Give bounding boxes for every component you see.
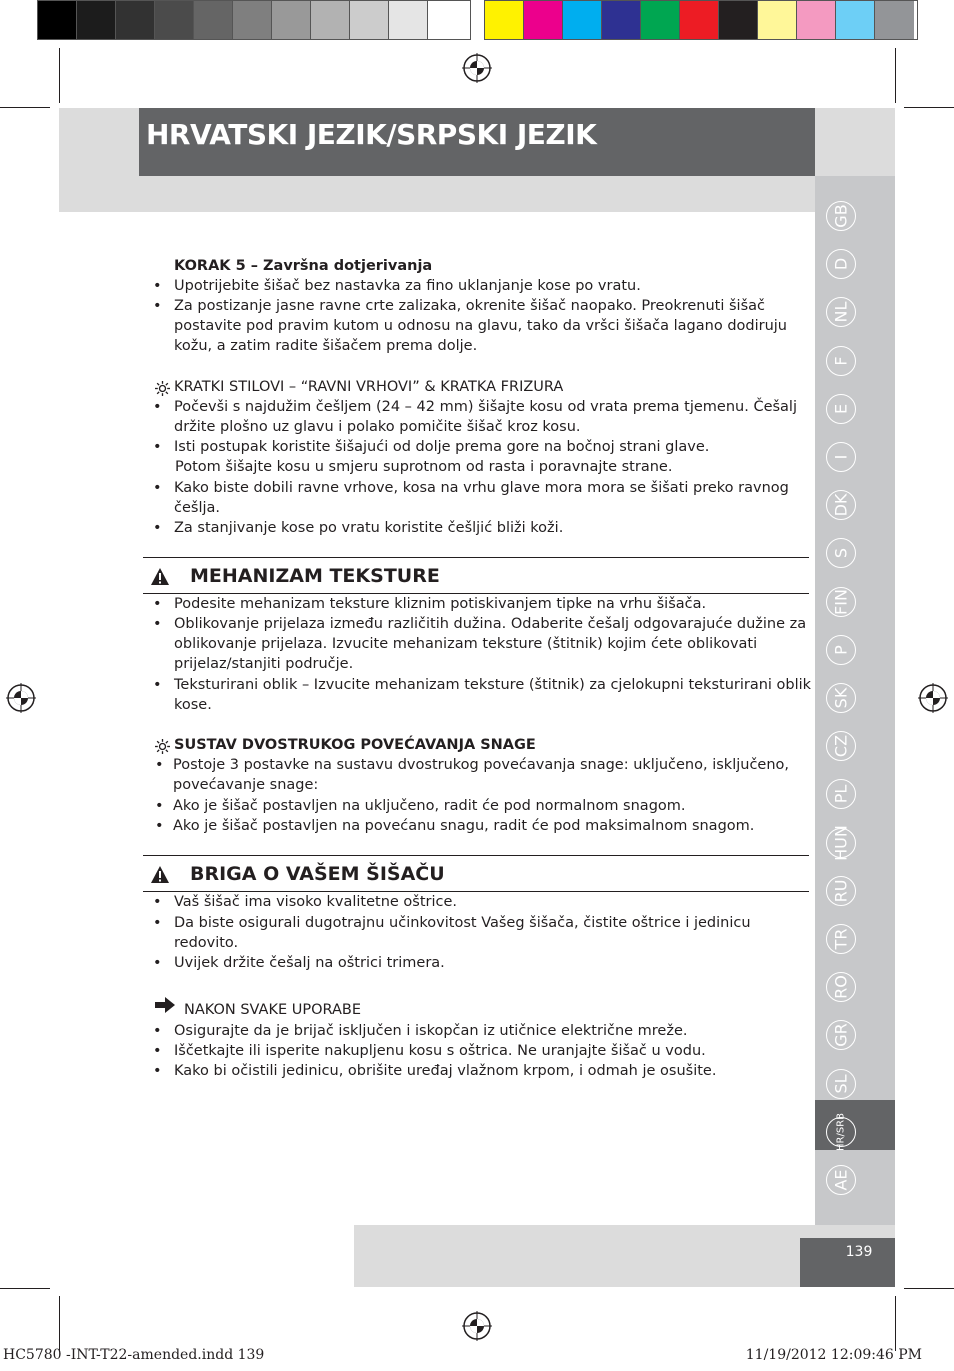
bullet: • [153,399,162,415]
crop-mark [904,1288,954,1289]
bullet: • [153,298,162,314]
color-swatch [389,1,428,39]
language-tab-label: GR [831,1023,851,1047]
texture-section-title: MEHANIZAM TEKSTURE [190,565,440,587]
color-swatch [116,1,155,39]
list-item: Za stanjivanje kose po vratu koristite češljić bliži koži. [174,520,564,536]
list-item: Za postizanje jasne ravne crte zalizaka, okrenite šišač naopako. Preokrenuti šišač [174,298,766,314]
language-tab-sk[interactable] [826,683,856,713]
section-divider [143,855,809,856]
list-item: češlja. [174,500,220,516]
language-tab-label: AE [831,1169,851,1191]
language-tab-s[interactable] [826,538,856,568]
page-number: 139 [845,1244,873,1260]
language-tab-label: RU [831,879,851,903]
color-swatch [77,1,116,39]
language-tab-hr-srb[interactable] [826,1113,856,1151]
list-item: redovito. [174,935,239,951]
language-tab-label: E [831,403,851,415]
language-tab-label: DK [831,493,851,517]
color-swatch [428,1,467,39]
sun-icon [155,739,170,754]
language-tab-label: S [831,547,851,559]
language-tab-label: RO [831,975,851,999]
bullet: • [153,1023,162,1039]
short-styles-heading: KRATKI STILOVI – “RAVNI VRHOVI” & KRATKA FRIZURA [174,379,564,395]
bullet: • [153,677,162,693]
color-swatch [524,1,563,39]
color-swatch [233,1,272,39]
language-tab-ro[interactable] [826,972,856,1002]
list-item: Osigurajte da je brijač isključen i iskopčan iz utičnice električne mreže. [174,1023,688,1039]
language-tab-gr[interactable] [826,1020,856,1050]
color-swatch [485,1,524,39]
bullet: • [153,278,162,294]
grayscale-color-bar [37,0,471,40]
registration-mark-icon [462,53,492,83]
color-swatch [680,1,719,39]
section-divider [143,557,809,558]
language-tab-p[interactable] [826,635,856,665]
color-swatch [797,1,836,39]
list-item: Isti postupak koristite šišajući od dolje prema gore na bočnoj strani glave. [174,439,710,455]
after-use-heading: NAKON SVAKE UPORABE [184,1002,362,1018]
list-item: prijelaz/stanjiti područje. [174,656,354,672]
list-item: Oblikovanje prijelaza između različitih dužina. Odaberite češalj odgovarajuće dužine za [174,616,807,632]
warning-icon [150,865,170,885]
list-item: Iščetkajte ili isperite nakupljenu kosu s oštrica. Ne uranjajte šišač u vodu. [174,1043,706,1059]
color-swatch [719,1,758,39]
bullet: • [153,520,162,536]
process-color-bar [484,0,918,40]
list-item: Da biste osigurali dugotrajnu učinkovitost Vašeg šišača, čistite oštrice i jedinicu [174,915,751,931]
color-swatch [350,1,389,39]
bullet: • [153,1043,162,1059]
language-tab-ru[interactable] [826,876,856,906]
arrow-right-icon [155,997,175,1013]
language-tab-nl[interactable] [826,297,856,327]
language-tab-label: HUN [831,825,851,861]
bullet: • [153,439,162,455]
list-item: Postoje 3 postavke na sustavu dvostrukog povećavanja snage: uključeno, isključeno, [173,757,790,773]
language-tab-sl[interactable] [826,1069,856,1099]
registration-mark-icon [918,683,948,713]
registration-mark-icon [6,683,36,713]
list-item: Teksturirani oblik – Izvucite mehanizam teksture (štitnik) za cjelokupni teksturirani oblik [174,677,812,693]
color-swatch [563,1,602,39]
color-swatch [602,1,641,39]
crop-mark [0,107,50,108]
warning-icon [150,567,170,587]
bullet: • [155,818,164,834]
language-tab-label: GB [831,204,851,228]
list-item: kose. [174,697,212,713]
list-item: oblikovanje prijelaza. Izvucite mehanizam teksture (štitnik) kojim ćete oblikovati [174,636,758,652]
language-tab-label: NL [831,301,851,323]
list-item: Kako biste dobili ravne vrhove, kosa na vrhu glave mora mora se šišati preko ravnog [174,480,789,496]
list-item: Upotrijebite šišač bez nastavka za fino uklanjanje kose po vratu. [174,278,641,294]
language-tab-label: FIN [831,589,851,615]
list-item: Uvijek držite češalj na oštrici trimera. [174,955,445,971]
color-swatch [272,1,311,39]
list-item: Potom šišajte kosu u smjeru suprotnom od rasta i poravnajte strane. [175,459,673,475]
language-tab-tr[interactable] [826,924,856,954]
bullet: • [153,915,162,931]
color-swatch [38,1,77,39]
sun-icon [155,381,170,396]
slug-filename: HC5780 -INT-T22-amended.indd 139 [3,1347,265,1363]
crop-mark [895,48,896,103]
language-tab-i[interactable] [826,442,856,472]
language-tab-ae[interactable] [826,1165,856,1195]
language-tab-f[interactable] [826,346,856,376]
crop-mark [59,48,60,103]
color-swatch [758,1,797,39]
bullet: • [153,1063,162,1079]
bullet: • [153,955,162,971]
language-tab-pl[interactable] [826,779,856,809]
color-swatch [875,1,914,39]
list-item: Kako bi očistili jedinicu, obrišite uređaj vlažnom krpom, i odmah je osušite. [174,1063,717,1079]
language-tab-d[interactable] [826,249,856,279]
language-tab-label: SL [831,1074,851,1094]
language-tab-label: TR [831,928,851,950]
care-section-title: BRIGA O VAŠEM ŠIŠAČU [190,863,445,885]
crop-mark [904,107,954,108]
language-tab-fin[interactable] [826,587,856,617]
crop-mark [895,1296,896,1351]
list-item: Vaš šišač ima visoko kvalitetne oštrice. [174,894,458,910]
bullet: • [153,894,162,910]
language-tab-dk[interactable] [826,490,856,520]
language-tab-label: D [831,257,851,271]
language-tab-e[interactable] [826,394,856,424]
bullet: • [153,616,162,632]
language-tab-label: PL [831,784,851,804]
list-item: Ako je šišač postavljen na uključeno, radit će pod normalnom snagom. [173,798,686,814]
language-tab-cz[interactable] [826,731,856,761]
list-item: Počevši s najdužim češljem (24 – 42 mm) šišajte kosu od vrata prema tjemenu. Češalj [174,399,797,415]
language-tab-label: F [831,356,851,366]
language-tab-gb[interactable] [826,201,856,231]
language-tab-label: CZ [831,734,851,758]
page-title: HRVATSKI JEZIK/SRPSKI JEZIK [146,118,597,151]
language-tab-label: SK [831,687,851,709]
list-item: kožu, a zatim radite šišačem prema dolje. [174,338,478,354]
list-item: Podesite mehanizam teksture kliznim potiskivanjem tipke na vrhu šišača. [174,596,707,612]
language-tab-label: HR/SRB [835,1113,847,1151]
color-swatch [836,1,875,39]
list-item: povećavanje snage: [173,777,319,793]
language-tab-label: P [831,645,851,655]
bullet: • [155,798,164,814]
crop-mark [0,1288,50,1289]
color-swatch [641,1,680,39]
list-item: postavite pod pravim kutom u odnosu na glavu, tako da vršci šišača lagano dodiruju [174,318,788,334]
crop-mark [59,1296,60,1351]
step5-heading: KORAK 5 – Završna dotjerivanja [174,258,433,274]
registration-mark-icon [462,1311,492,1341]
color-swatch [194,1,233,39]
bullet: • [153,480,162,496]
list-item: Ako je šišač postavljen na povećanu snagu, radit će pod maksimalnom snagom. [173,818,755,834]
slug-timestamp: 11/19/2012 12:09:46 PM [745,1347,922,1363]
bullet: • [153,596,162,612]
list-item: držite plošno uz glavu i polako pomičite šišač kroz kosu. [174,419,581,435]
color-swatch [155,1,194,39]
language-tab-label: I [831,454,851,460]
language-tab-hun[interactable] [826,825,856,861]
bullet: • [155,757,164,773]
power-heading: SUSTAV DVOSTRUKOG POVEĆAVANJA SNAGE [174,737,536,753]
color-swatch [311,1,350,39]
